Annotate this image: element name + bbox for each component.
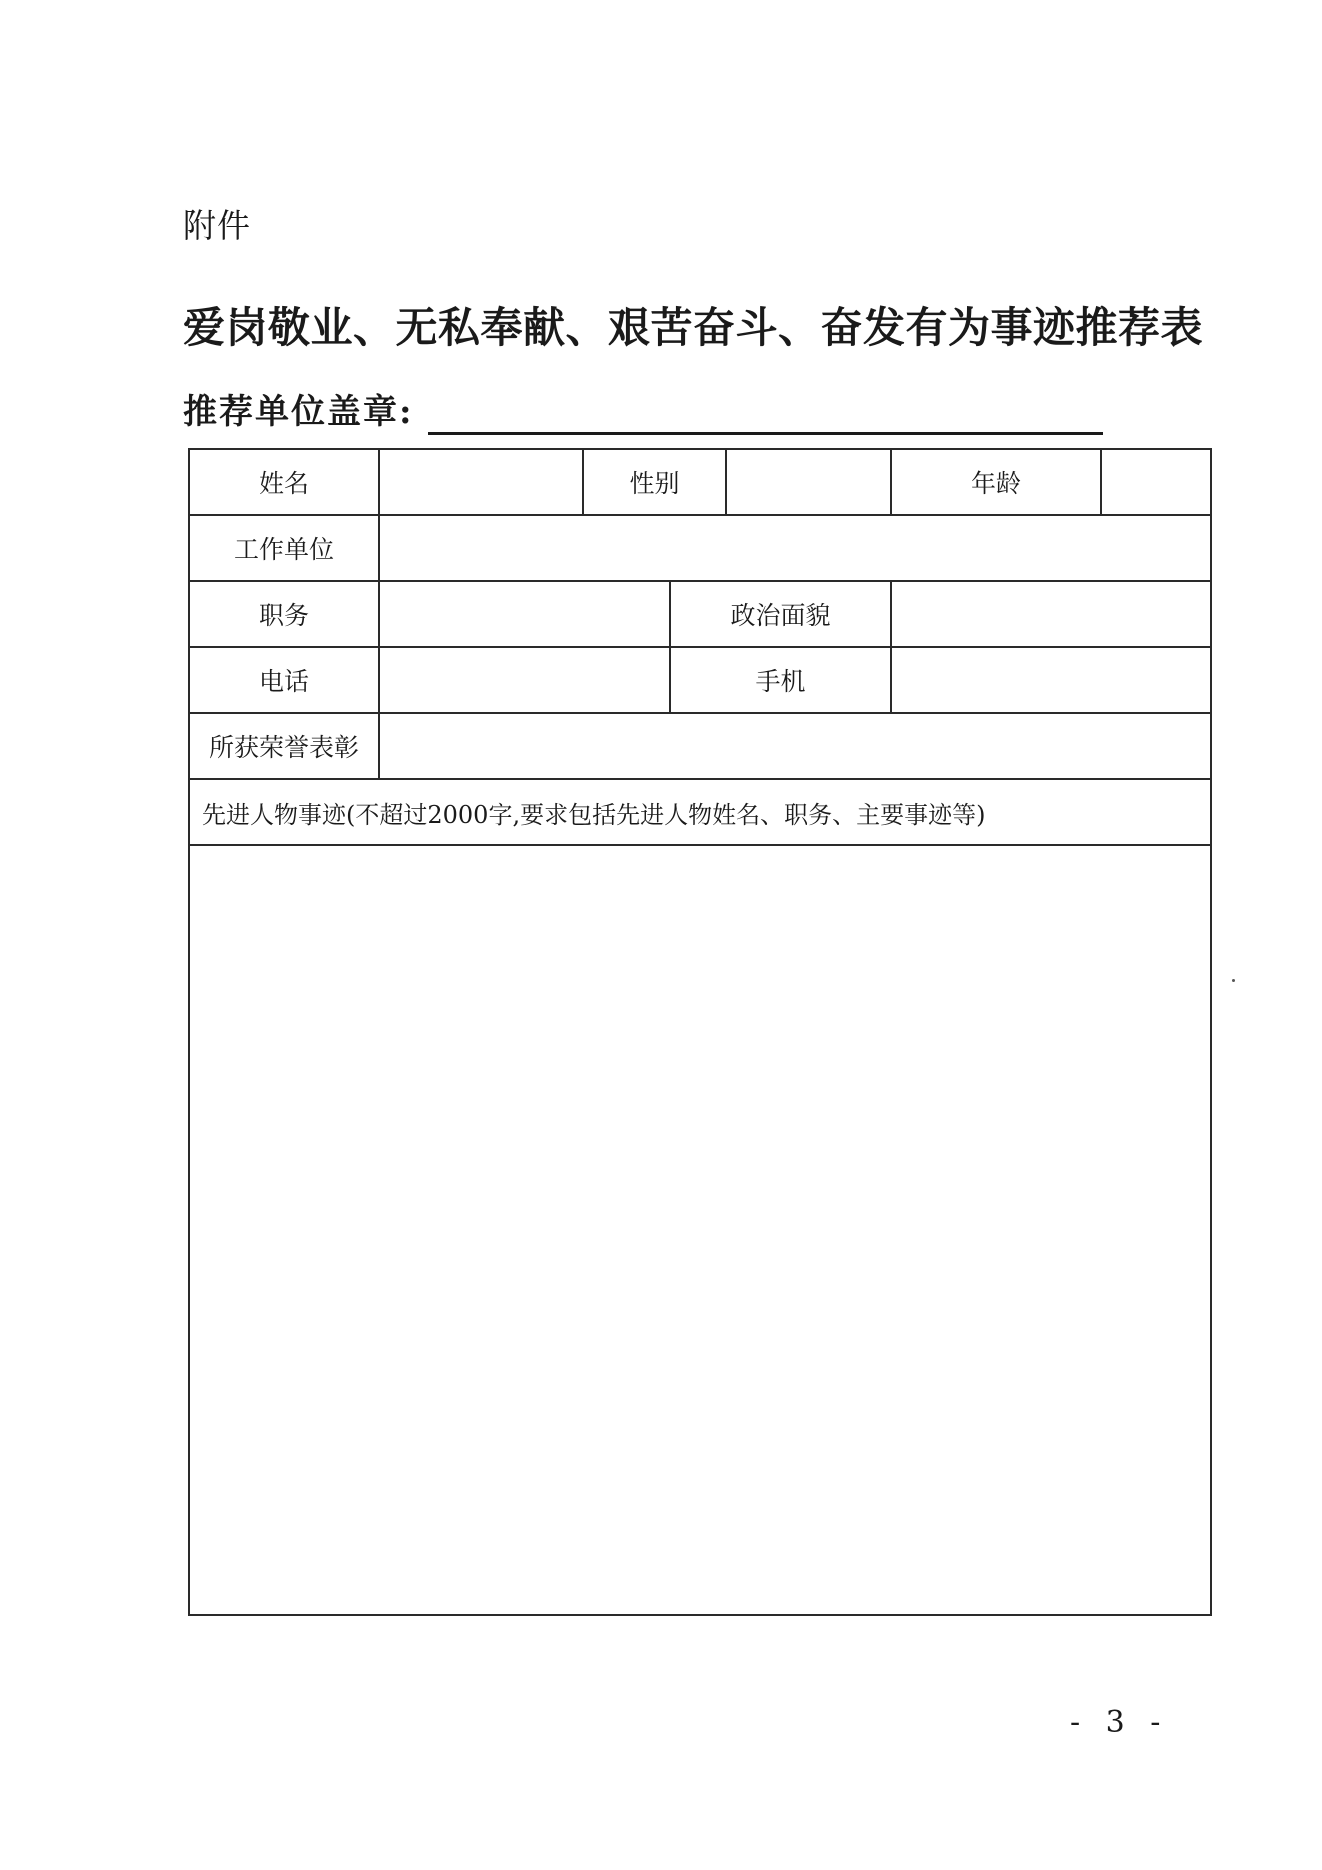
deeds-label: 先进人物事迹(不超过2000字,要求包括先进人物姓名、职务、主要事迹等)	[189, 779, 1211, 845]
name-field[interactable]	[379, 449, 583, 515]
gender-label: 性别	[583, 449, 726, 515]
page-number: - 3 -	[1070, 1705, 1169, 1740]
seal-signature-field[interactable]	[428, 432, 1103, 435]
row-phone	[189, 647, 1211, 713]
political-label: 政治面貌	[670, 581, 891, 647]
age-field[interactable]	[1101, 449, 1211, 515]
mobile-field[interactable]	[891, 647, 1211, 713]
seal-line	[183, 390, 1103, 440]
phone-field[interactable]	[379, 647, 670, 713]
row-position	[189, 581, 1211, 647]
row-workplace	[189, 515, 1211, 581]
workplace-label: 工作单位	[189, 515, 379, 581]
position-field[interactable]	[379, 581, 670, 647]
seal-label: 推荐单位盖章:	[183, 392, 414, 432]
document-title: 爱岗敬业、无私奉献、艰苦奋斗、奋发有为事迹推荐表	[183, 303, 1204, 352]
political-field[interactable]	[891, 581, 1211, 647]
deeds-field[interactable]	[189, 845, 1211, 1615]
recommendation-form-table	[188, 448, 1212, 1616]
phone-label: 电话	[189, 647, 379, 713]
honors-field[interactable]	[379, 713, 1211, 779]
row-deeds-body	[189, 845, 1211, 1615]
gender-field[interactable]	[726, 449, 891, 515]
row-deeds-header	[189, 779, 1211, 845]
attachment-label: 附件	[183, 206, 251, 245]
position-label: 职务	[189, 581, 379, 647]
row-basic-info	[189, 449, 1211, 515]
age-label: 年龄	[891, 449, 1101, 515]
name-label: 姓名	[189, 449, 379, 515]
row-honors	[189, 713, 1211, 779]
workplace-field[interactable]	[379, 515, 1211, 581]
honors-label: 所获荣誉表彰	[189, 713, 379, 779]
mobile-label: 手机	[670, 647, 891, 713]
scan-speck	[1232, 979, 1235, 982]
